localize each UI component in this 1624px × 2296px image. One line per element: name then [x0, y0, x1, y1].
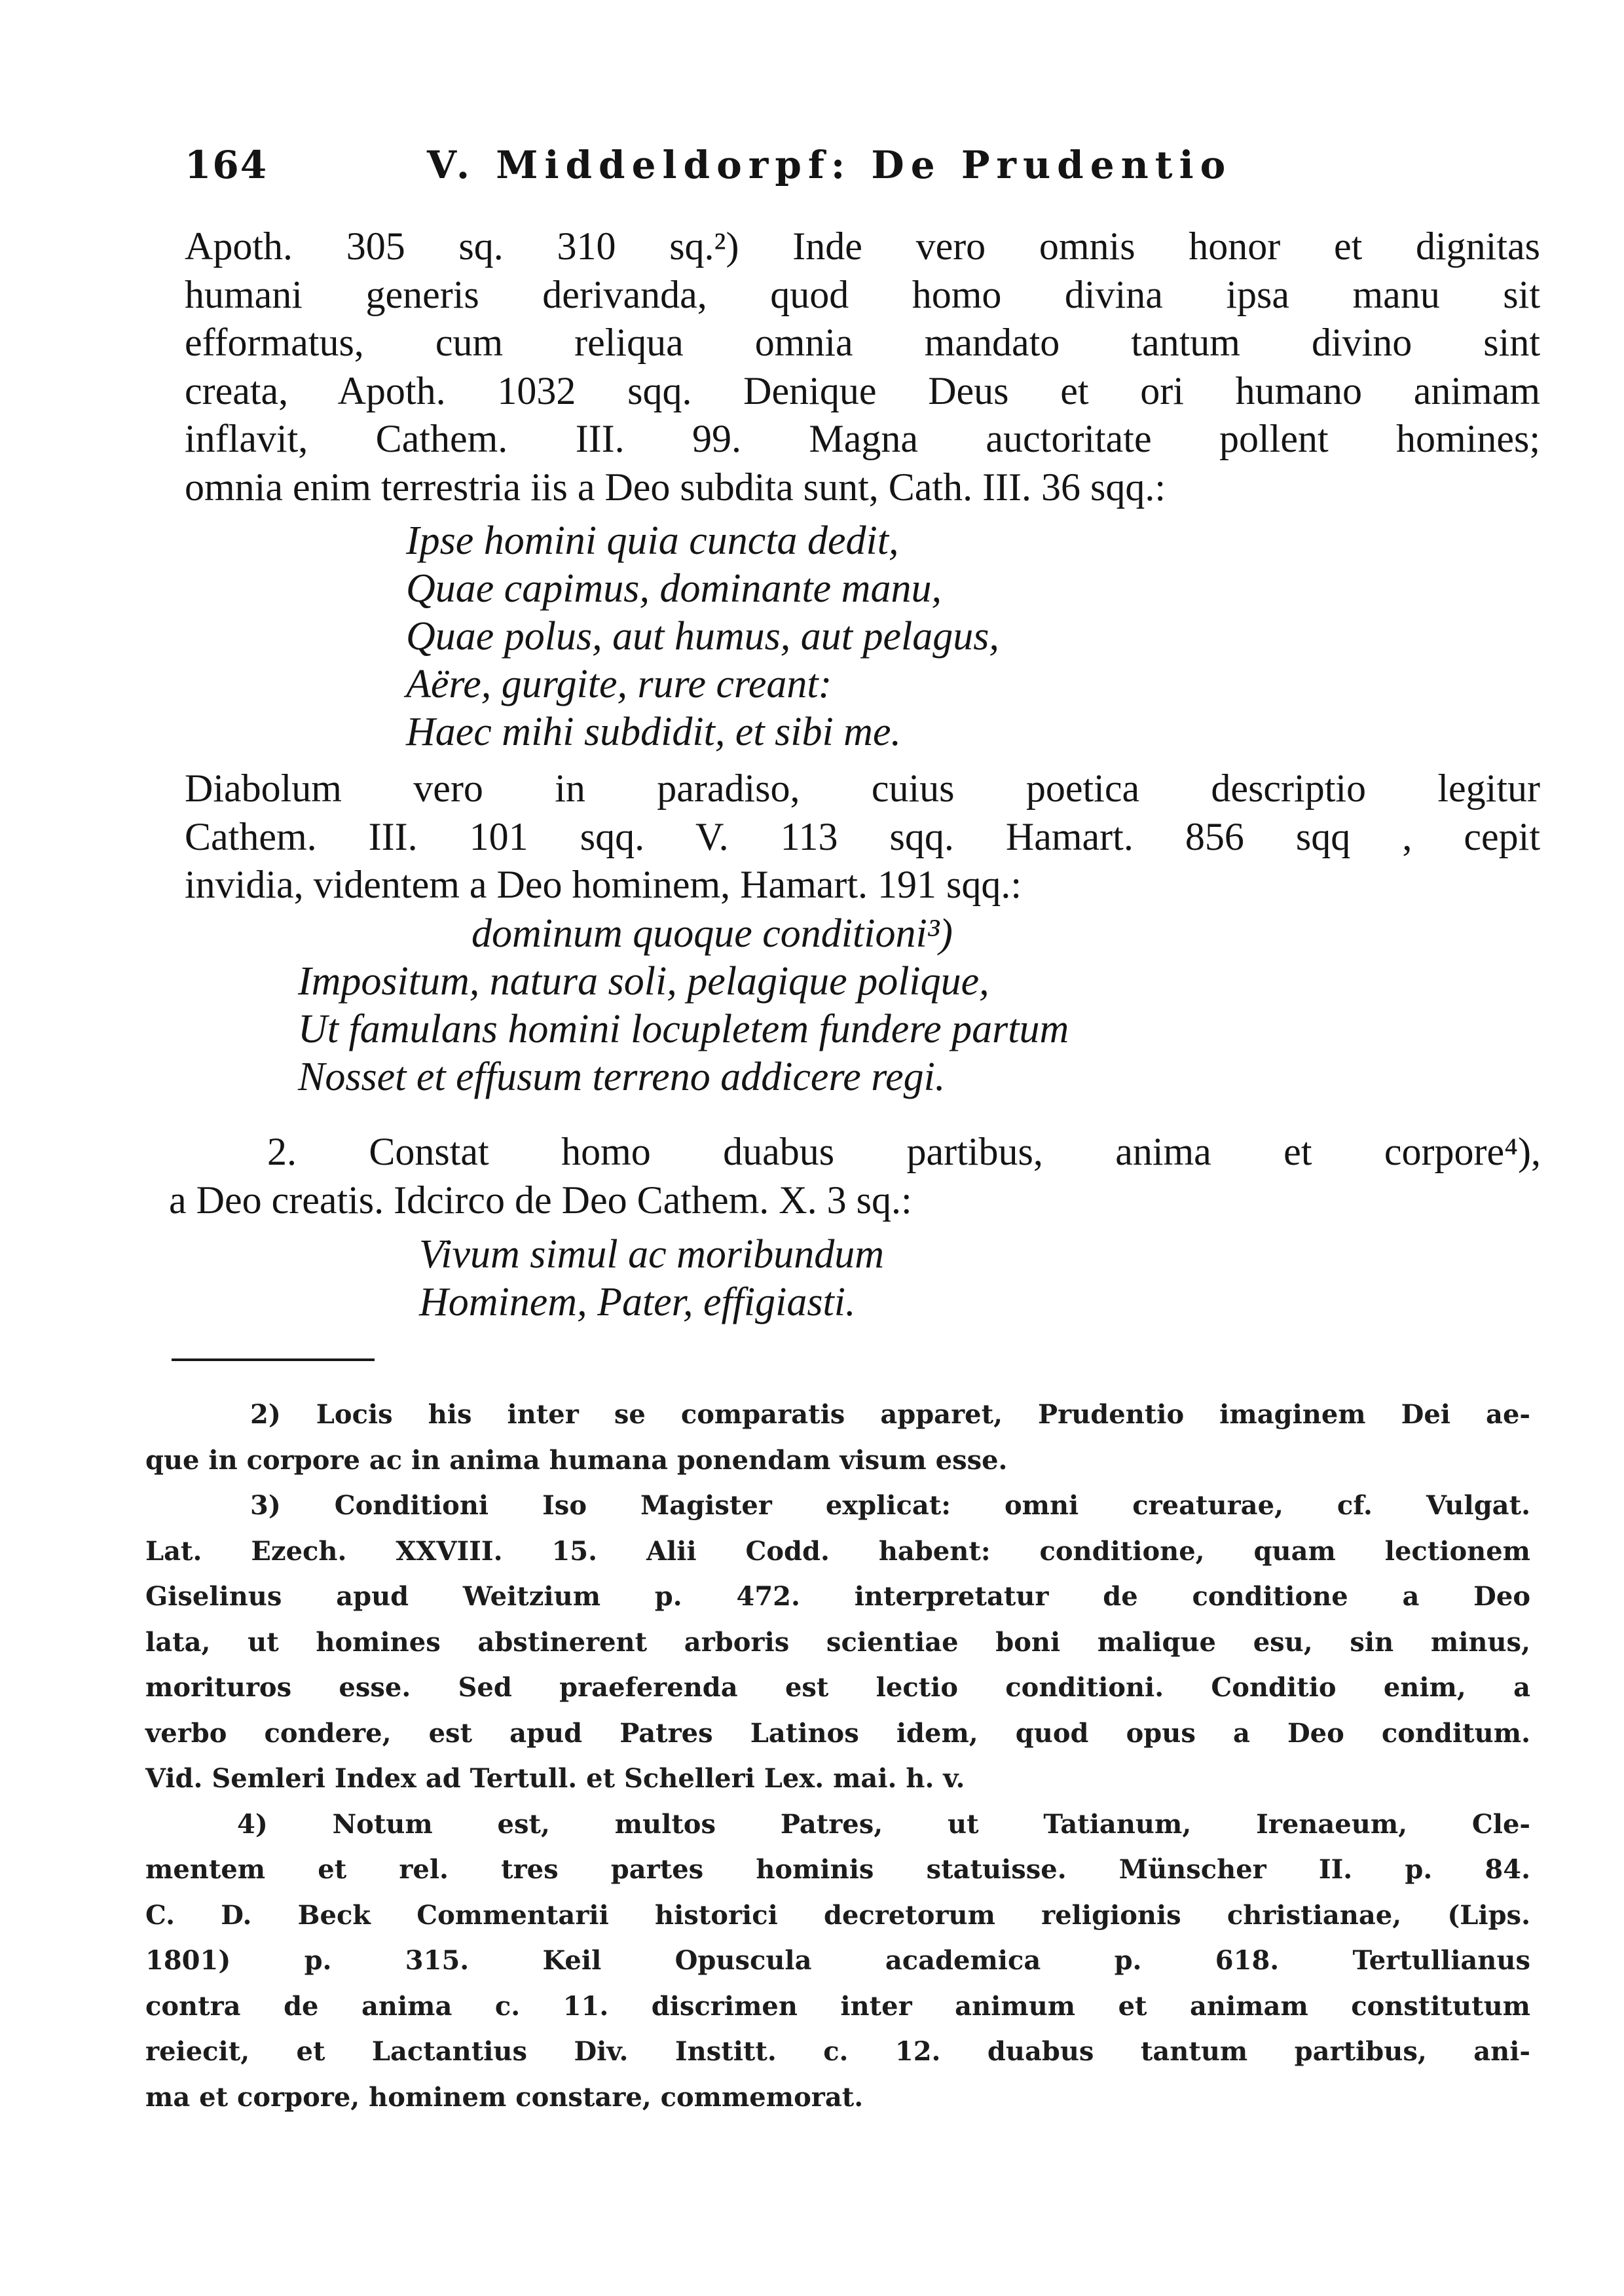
verse-line: Haec mihi subdidit, et sibi me.: [406, 710, 901, 754]
verse-line: Nosset et effusum terreno addicere regi.: [298, 1055, 946, 1099]
verse-line: Aëre, gurgite, rure creant:: [406, 662, 832, 706]
footnote-line: 3) Conditioni Iso Magister explicat: omni creaturae, cf. Vulgat.: [250, 1490, 1530, 1521]
footnote-line: ma et corpore, hominem constare, commemorat.: [145, 2081, 864, 2113]
verse-quotation-2: [298, 910, 1069, 1101]
footnote-line: Giselinus apud Weitzium p. 472. interpretatur de conditione a Deo: [145, 1581, 1530, 1612]
footnote-line: lata, ut homines abstinerent arboris scientiae boni malique esu, sin minus,: [145, 1626, 1530, 1658]
footnote-line: verbo condere, est apud Patres Latinos idem, quod opus a Deo conditum.: [145, 1717, 1530, 1749]
text-line: invidia, videntem a Deo hominem, Hamart. 191 sqq.:: [185, 863, 1022, 906]
verse-line: Quae polus, aut humus, aut pelagus,: [406, 614, 999, 659]
verse-line: Quae capimus, dominante manu,: [406, 566, 942, 611]
footnote-line: 2) Locis his inter se comparatis apparet, Prudentio imaginem Dei ae-: [250, 1399, 1530, 1430]
verse-quotation-1: [406, 517, 999, 756]
footnote-line: contra de anima c. 11. discrimen inter animum et animam constitutum: [145, 1990, 1530, 2022]
text-line: 2. Constat homo duabus partibus, anima et corpore⁴),: [267, 1130, 1541, 1173]
footnote-line: Vid. Semleri Index ad Tertull. et Schelleri Lex. mai. h. v.: [145, 1763, 965, 1794]
text-line: Diabolum vero in paradiso, cuius poetica descriptio legitur: [185, 767, 1540, 810]
paragraph-diabolum: [185, 765, 1540, 909]
verse-line: Ipse homini quia cuncta dedit,: [406, 519, 899, 563]
verse-line: Ut famulans homini locupletem fundere partum: [298, 1007, 1069, 1051]
verse-line: Impositum, natura soli, pelagique polique,: [298, 959, 989, 1004]
footnote-line: mentem et rel. tres partes hominis statuisse. Münscher II. p. 84.: [145, 1854, 1530, 1885]
footnote-line: 1801) p. 315. Keil Opuscula academica p. 618. Tertullianus: [145, 1945, 1530, 1976]
text-line: humani generis derivanda, quod homo divina ipsa manu sit: [185, 272, 1540, 316]
verse-line: dominum quoque conditioni³): [471, 911, 953, 956]
text-line: omnia enim terrestria iis a Deo subdita sunt, Cath. III. 36 sqq.:: [185, 465, 1166, 509]
footnotes: [145, 1394, 1530, 2123]
text-line: inflavit, Cathem. III. 99. Magna auctoritate pollent homines;: [185, 417, 1540, 460]
running-title: V. Middeldorpf: De Prudentio: [427, 143, 1232, 187]
page-number: 164: [185, 143, 268, 187]
footnote-line: Lat. Ezech. XXVIII. 15. Alii Codd. habent: conditione, quam lectionem: [145, 1535, 1530, 1567]
verse-quotation-3: [419, 1231, 884, 1326]
footnote-line: que in corpore ac in anima humana ponendam visum esse.: [145, 1444, 1008, 1476]
text-line: a Deo creatis. Idcirco de Deo Cathem. X. 3 sq.:: [169, 1178, 912, 1222]
footnote-line: 4) Notum est, multos Patres, ut Tatianum, Irenaeum, Cle-: [237, 1808, 1530, 1840]
text-line: Apoth. 305 sq. 310 sq.²) Inde vero omnis honor et dignitas: [185, 225, 1540, 268]
text-line: creata, Apoth. 1032 sqq. Denique Deus et ori humano animam: [185, 369, 1540, 412]
footnote-line: C. D. Beck Commentarii historici decretorum religionis christianae, (Lips.: [145, 1899, 1530, 1931]
paragraph-2: [169, 1128, 1541, 1224]
footnote-rule: [172, 1358, 375, 1361]
text-line: efformatus, cum reliqua omnia mandato tantum divino sint: [185, 321, 1540, 364]
footnote-line: morituros esse. Sed praeferenda est lectio conditioni. Conditio enim, a: [145, 1672, 1530, 1703]
verse-line: Hominem, Pater, effigiasti.: [419, 1280, 856, 1324]
paragraph-1: [185, 223, 1540, 511]
text-line: Cathem. III. 101 sqq. V. 113 sqq. Hamart. 856 sqq , cepit: [185, 814, 1540, 858]
footnote-line: reiecit, et Lactantius Div. Institt. c. 12. duabus tantum partibus, ani-: [145, 2036, 1530, 2067]
verse-line: Vivum simul ac moribundum: [419, 1232, 885, 1277]
running-header: [185, 143, 1298, 202]
